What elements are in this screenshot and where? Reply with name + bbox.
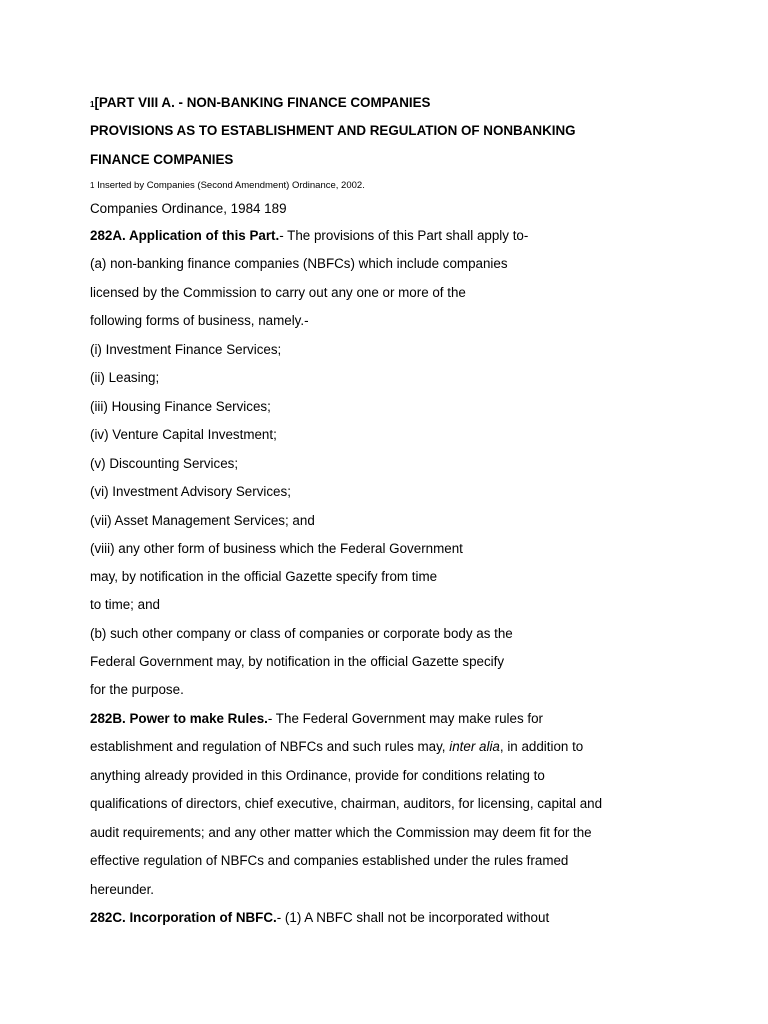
section-282b-heading-line (90, 710, 543, 728)
part-heading (90, 94, 430, 114)
section-282b-line-7: hereunder. (90, 882, 155, 897)
section-282b-line-3: anything already provided in this Ordinance, provide for conditions relating to (90, 768, 545, 783)
item-viii-line-2: may, by notification in the official Gazette specify from time (90, 569, 438, 584)
part-subtitle-line-2: FINANCE COMPANIES (90, 152, 234, 167)
item-viii-line-3: to time; and (90, 597, 160, 612)
section-282b-line-2-start: establishment and regulation of NBFCs and such rules may, (90, 739, 450, 754)
list-item: (vii) Asset Management Services; and (90, 513, 315, 528)
section-282c-heading-line (90, 909, 549, 927)
section-282c-heading: 282C. Incorporation of NBFC. (90, 910, 277, 925)
section-282b-heading: 282B. Power to make Rules. (90, 711, 268, 726)
list-item: (iv) Venture Capital Investment; (90, 427, 277, 442)
footnote-text: Inserted by Companies (Second Amendment) Ordinance, 2002. (97, 180, 365, 191)
section-282b-line-2 (90, 738, 583, 756)
list-item: (i) Investment Finance Services; (90, 342, 282, 357)
section-282b-line-6: effective regulation of NBFCs and companies established under the rules framed (90, 853, 569, 868)
clause-a-line-1: (a) non-banking finance companies (NBFCs) which include companies (90, 256, 508, 271)
clause-a-line-3: following forms of business, namely.- (90, 313, 309, 328)
inter-alia-text: inter alia (449, 739, 500, 754)
clause-b-line-2: Federal Government may, by notification in the official Gazette specify (90, 654, 505, 669)
section-282b-line-1: - The Federal Government may make rules for (267, 711, 543, 726)
section-282b-line-4: qualifications of directors, chief executive, chairman, auditors, for licensing, capital and (90, 796, 603, 811)
list-item: (v) Discounting Services; (90, 456, 239, 471)
clause-b-line-1: (b) such other company or class of companies or corporate body as the (90, 626, 513, 641)
list-item: (vi) Investment Advisory Services; (90, 484, 291, 499)
part-title: [PART VIII A. - NON-BANKING FINANCE COMPANIES (94, 95, 431, 110)
section-282a-intro: - The provisions of this Part shall apply to- (279, 228, 529, 243)
list-item: (viii) any other form of business which the Federal Government (90, 541, 463, 556)
list-item: (ii) Leasing; (90, 370, 160, 385)
section-282b-line-5: audit requirements; and any other matter which the Commission may deem fit for the (90, 825, 592, 840)
section-282a-heading: 282A. Application of this Part. (90, 228, 280, 243)
section-282c-line-1: - (1) A NBFC shall not be incorporated without (276, 910, 550, 925)
clause-a-line-2: licensed by the Commission to carry out any one or more of the (90, 285, 466, 300)
section-282a-heading-line (90, 227, 528, 245)
list-item: (iii) Housing Finance Services; (90, 399, 271, 414)
footnote-marker: 1 (90, 100, 95, 109)
section-282b-line-2-end: , in addition to (499, 739, 584, 754)
running-header: Companies Ordinance, 1984 189 (90, 201, 287, 216)
clause-b-line-3: for the purpose. (90, 682, 184, 697)
part-subtitle-line-1: PROVISIONS AS TO ESTABLISHMENT AND REGULATION OF NONBANKING (90, 123, 576, 138)
footnote-number: 1 (90, 181, 95, 190)
footnote (90, 180, 365, 192)
